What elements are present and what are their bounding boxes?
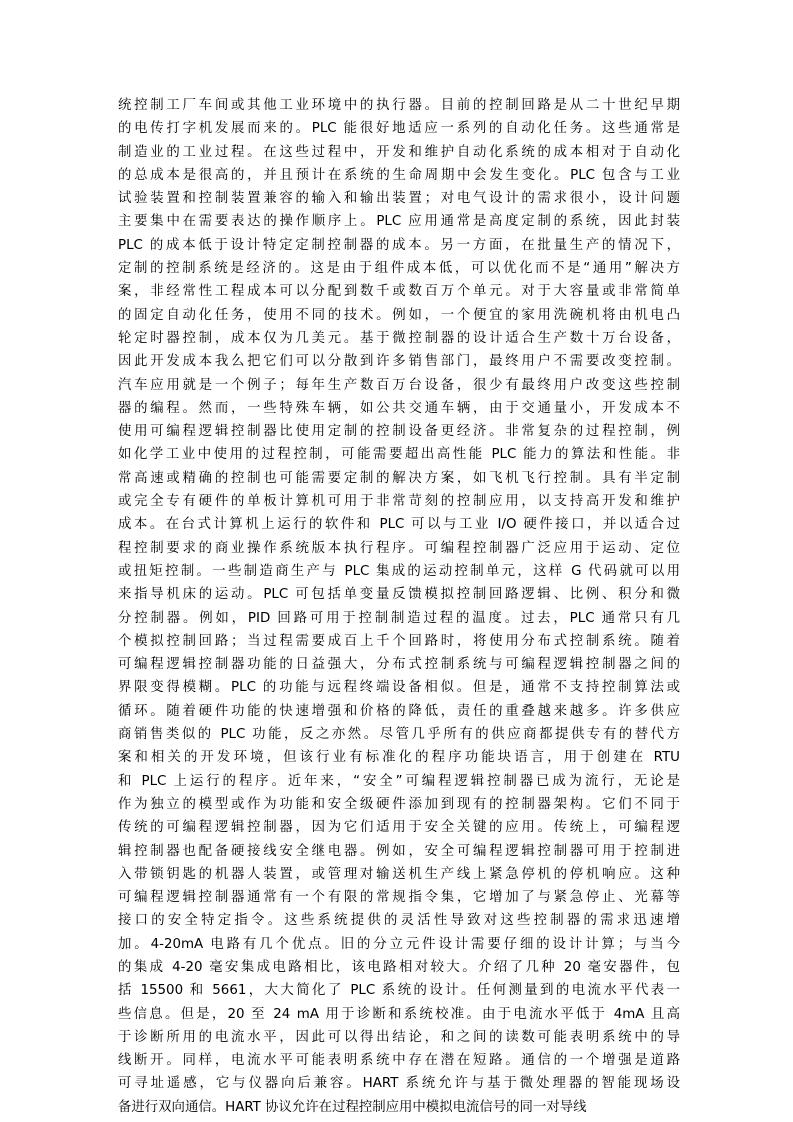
text-line: 些信息。但是，20 至 24 mA 用于诊断和系统校准。由于电流水平低于 4mA 且高 <box>118 1006 680 1022</box>
text-line: 定制的控制系统是经济的。这是由于组件成本低，可以优化而不是“通用”解决方 <box>118 261 680 277</box>
text-line: 轮定时器控制，成本仅为几美元。基于微控制器的设计适合生产数十万台设备， <box>118 330 680 346</box>
text-line: 或完全专有硬件的单板计算机可用于非常苛刻的控制应用，以支持高开发和维护 <box>118 494 680 510</box>
text-line: 程控制要求的商业操作系统版本执行程序。可编程控制器广泛应用于运动、定位 <box>118 540 680 556</box>
text-line: 汽车应用就是一个例子；每年生产数百万台设备，很少有最终用户改变这些控制 <box>118 377 680 393</box>
text-line: 来指导机床的运动。PLC 可包括单变量反馈模拟控制回路逻辑、比例、积分和微 <box>118 587 680 603</box>
text-line: 备进行双向通信。HART 协议允许在过程控制应用中模拟电流信号的同一对导线 <box>118 1099 587 1115</box>
text-line: 主要集中在需要表达的操作顺序上。PLC 应用通常是高度定制的系统，因此封装 <box>118 214 680 230</box>
text-line: 入带锁钥匙的机器人装置，或管理对输送机生产线上紧急停机的停机响应。这种 <box>118 866 680 882</box>
text-line: 的集成 4-20 毫安集成电路相比，该电路相对较大。介绍了几种 20 毫安器件，包 <box>118 959 680 975</box>
text-line: 的固定自动化任务，使用不同的技术。例如，一个便宜的家用洗碗机将由机电凸 <box>118 307 680 323</box>
text-line: 案，非经常性工程成本可以分配到数千或数百万个单元。对于大容量或非常简单 <box>118 284 680 300</box>
text-line: PLC 的成本低于设计特定定制控制器的成本。另一方面，在批量生产的情况下， <box>118 237 680 253</box>
text-line: 或扭矩控制。一些制造商生产与 PLC 集成的运动控制单元，这样 G 代码就可以用 <box>118 563 680 579</box>
body-text <box>118 94 680 1119</box>
text-line: 界限变得模糊。PLC 的功能与远程终端设备相似。但是，通常不支持控制算法或 <box>118 680 680 696</box>
text-line: 常高速或精确的控制也可能需要定制的解决方案，如飞机飞行控制。具有半定制 <box>118 470 680 486</box>
text-line: 案和相关的开发环境，但该行业有标准化的程序功能块语言，用于创建在 RTU <box>118 750 680 766</box>
text-line: 线断开。同样，电流水平可能表明系统中存在潜在短路。通信的一个增强是道路 <box>118 1053 680 1069</box>
text-line: 使用可编程逻辑控制器比使用定制的控制设备更经济。非常复杂的过程控制，例 <box>118 424 680 440</box>
text-line: 可寻址遥感，它与仪器向后兼容。HART 系统允许与基于微处理器的智能现场设 <box>118 1076 680 1092</box>
text-line: 制造业的工业过程。在这些过程中，开发和维护自动化系统的成本相对于自动化 <box>118 144 680 160</box>
text-line: 的总成本是很高的，并且预计在系统的生命周期中会发生变化。PLC 包含与工业 <box>118 167 680 183</box>
text-line: 可编程逻辑控制器功能的日益强大，分布式控制系统与可编程逻辑控制器之间的 <box>118 657 680 673</box>
text-line: 于诊断所用的电流水平，因此可以得出结论，和之间的读数可能表明系统中的导 <box>118 1029 680 1045</box>
text-line: 器的编程。然而，一些特殊车辆，如公共交通车辆，由于交通量小，开发成本不 <box>118 400 680 416</box>
text-line: 作为独立的模型或作为功能和安全级硬件添加到现有的控制器架构。它们不同于 <box>118 796 680 812</box>
text-line: 试验装置和控制装置兼容的输入和输出装置；对电气设计的需求很小，设计问题 <box>118 191 680 207</box>
text-line: 因此开发成本我么把它们可以分散到许多销售部门，最终用户不需要改变控制。 <box>118 354 680 370</box>
text-line: 循环。随着硬件功能的快速增强和价格的降低，责任的重叠越来越多。许多供应 <box>118 703 680 719</box>
text-line: 加。4-20mA 电路有几个优点。旧的分立元件设计需要仔细的设计计算；与当今 <box>118 936 680 952</box>
text-line: 辑控制器也配备硬接线安全继电器。例如，安全可编程逻辑控制器可用于控制进 <box>118 843 680 859</box>
text-line: 的电传打字机发展而来的。PLC 能很好地适应一系列的自动化任务。这些通常是 <box>118 121 680 137</box>
text-line: 统控制工厂车间或其他工业环境中的执行器。目前的控制回路是从二十世纪早期 <box>118 98 680 113</box>
text-line: 个模拟控制回路；当过程需要成百上千个回路时，将使用分布式控制系统。随着 <box>118 633 680 649</box>
text-line: 接口的安全特定指令。这些系统提供的灵活性导致对这些控制器的需求迅速增 <box>118 913 680 929</box>
text-line: 可编程逻辑控制器通常有一个有限的常规指令集，它增加了与紧急停止、光幕等 <box>118 890 680 906</box>
text-line: 括 15500 和 5661，大大简化了 PLC 系统的设计。任何测量到的电流水平代表一 <box>118 983 680 999</box>
text-line: 和 PLC 上运行的程序。近年来，“安全”可编程逻辑控制器已成为流行，无论是 <box>118 773 680 789</box>
text-line: 分控制器。例如，PID 回路可用于控制制造过程的温度。过去，PLC 通常只有几 <box>118 610 680 626</box>
text-line: 如化学工业中使用的过程控制，可能需要超出高性能 PLC 能力的算法和性能。非 <box>118 447 680 463</box>
text-line: 商销售类似的 PLC 功能，反之亦然。尽管几乎所有的供应商都提供专有的替代方 <box>118 727 680 743</box>
text-line: 成本。在台式计算机上运行的软件和 PLC 可以与工业 I/O 硬件接口，并以适合过 <box>118 517 680 533</box>
text-line: 传统的可编程逻辑控制器，因为它们适用于安全关键的应用。传统上，可编程逻 <box>118 820 680 836</box>
